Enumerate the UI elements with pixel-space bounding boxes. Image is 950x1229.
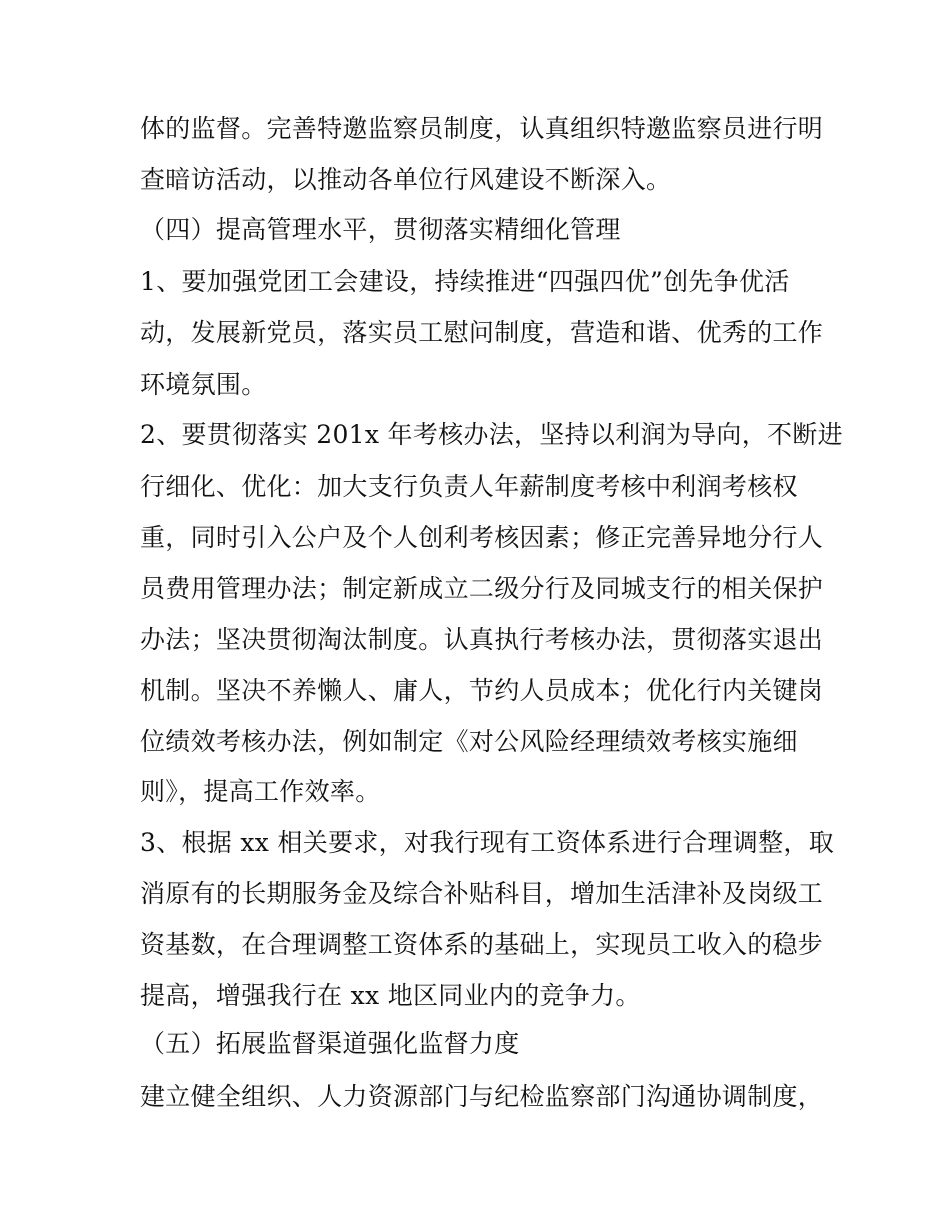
text-line: 建立健全组织、人力资源部门与纪检监察部门沟通协调制度， <box>140 1082 824 1111</box>
text-line: 员费用管理办法；制定新成立二级分行及同城支行的相关保护 <box>140 574 824 603</box>
text-line: 查暗访活动，以推动各单位行风建设不断深入。 <box>140 165 672 194</box>
text-line: 环境氛围。 <box>140 370 267 399</box>
text-line: 2、要贯彻落实 201x 年考核办法，坚持以利润为导向，不断进 <box>140 420 843 449</box>
text-line: 动，发展新党员，落实员工慰问制度，营造和谐、优秀的工作 <box>140 318 824 347</box>
text-line: 提高，增强我行在 xx 地区同业内的竞争力。 <box>140 981 641 1010</box>
text-line: 位绩效考核办法，例如制定《对公风险经理绩效考核实施细 <box>140 727 798 756</box>
text-line: 资基数，在合理调整工资体系的基础上，实现员工收入的稳步 <box>140 930 824 959</box>
text-line: 消原有的长期服务金及综合补贴科目，增加生活津补及岗级工 <box>140 879 824 908</box>
text-line: 行细化、优化：加大支行负责人年薪制度考核中利润考核权 <box>140 472 798 501</box>
text-line: 重，同时引入公户及个人创利考核因素；修正完善异地分行人 <box>140 523 824 552</box>
text-line: 办法；坚决贯彻淘汰制度。认真执行考核办法，贯彻落实退出 <box>140 625 824 654</box>
section-heading: （五）拓展监督渠道强化监督力度 <box>140 1029 520 1058</box>
text-line: 机制。坚决不养懒人、庸人，节约人员成本；优化行内关键岗 <box>140 676 824 705</box>
text-line: 3、根据 xx 相关要求，对我行现有工资体系进行合理调整，取 <box>140 828 834 857</box>
text-line: 则》，提高工作效率。 <box>140 777 381 806</box>
text-line: 体的监督。完善特邀监察员制度，认真组织特邀监察员进行明 <box>140 114 824 143</box>
text-line: 1、要加强党团工会建设，持续推进“四强四优”创先争优活 <box>140 267 790 296</box>
section-heading: （四）提高管理水平，贯彻落实精细化管理 <box>140 215 621 244</box>
